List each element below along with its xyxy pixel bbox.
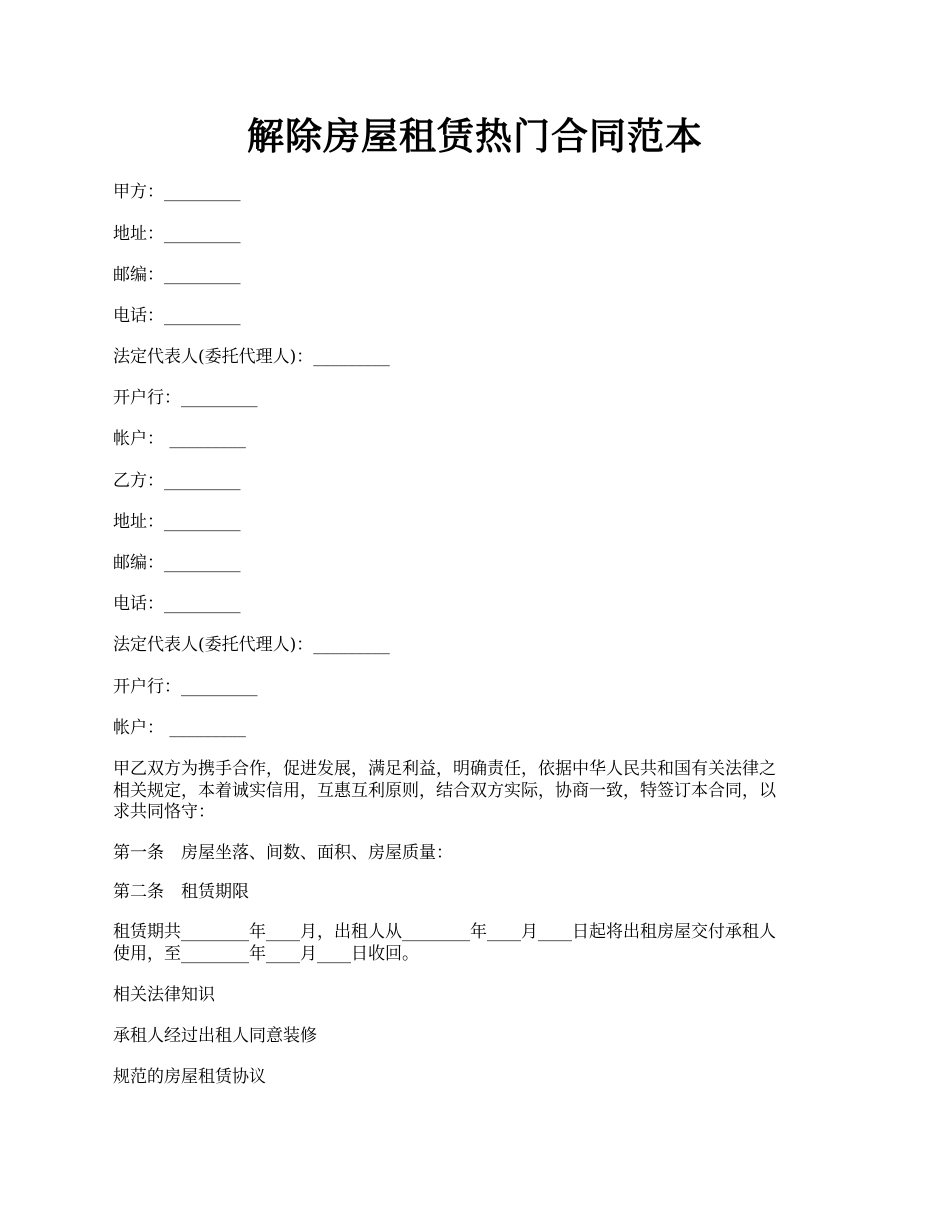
party-a-postcode: 邮编：_________: [113, 265, 241, 285]
party-b-account: 帐户： _________: [113, 718, 246, 738]
lease-term-line: 租赁期共________年____月，出租人从________年____月____日起将出租房屋交付承租人: [113, 922, 776, 942]
party-b-representative: 法定代表人(委托代理人)：_________: [113, 635, 390, 655]
party-a-phone: 电话：_________: [113, 306, 241, 326]
party-a-representative: 法定代表人(委托代理人)：_________: [113, 347, 390, 367]
party-a-address: 地址：_________: [113, 224, 241, 244]
party-b-postcode: 邮编：_________: [113, 553, 241, 573]
document-title: 解除房屋租赁热门合同范本: [247, 114, 703, 158]
preamble-line: 甲乙双方为携手合作，促进发展，满足利益，明确责任，依据中华人民共和国有关法律之: [113, 759, 776, 779]
party-b-address: 地址：_________: [113, 512, 241, 532]
party-a-name: 甲方：_________: [113, 182, 241, 202]
preamble-line: 求共同恪守：: [113, 802, 215, 822]
preamble-line: 相关规定，本着诚实信用，互惠互利原则，结合双方实际，协商一致，特签订本合同，以: [113, 780, 776, 801]
related-law-heading: 相关法律知识: [113, 985, 215, 1005]
party-b-bank: 开户行：_________: [113, 677, 258, 697]
party-a-account: 帐户： _________: [113, 429, 246, 449]
party-b-phone: 电话：_________: [113, 594, 241, 614]
lease-term-paragraph: [113, 922, 841, 965]
related-law-item: 承租人经过出租人同意装修: [113, 1026, 317, 1046]
party-a-bank: 开户行：_________: [113, 388, 258, 408]
party-b-name: 乙方：_________: [113, 471, 241, 491]
article-1-heading: 第一条 房屋坐落、间数、面积、房屋质量：: [113, 843, 453, 863]
related-law-item: 规范的房屋租赁协议: [113, 1067, 266, 1087]
lease-term-line: 使用，至________年____月____日收回。: [113, 943, 419, 964]
preamble-paragraph: [113, 759, 841, 824]
article-2-heading: 第二条 租赁期限: [113, 882, 249, 902]
